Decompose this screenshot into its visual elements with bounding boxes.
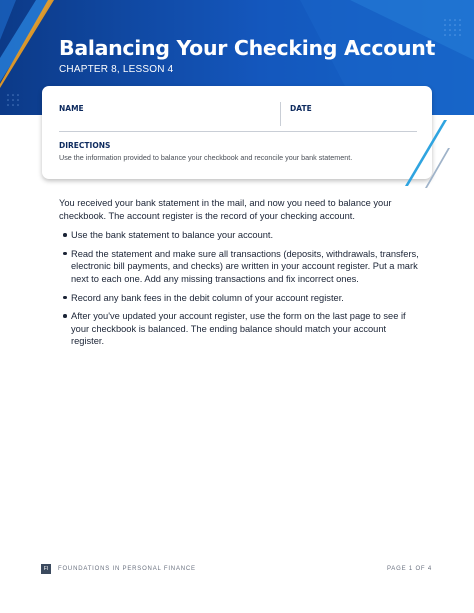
instructions-body — [59, 197, 419, 354]
list-item: Read the statement and make sure all transactions (deposits, withdrawals, transfers, electronic bill payments, and checks) are written in your account register. Put a mark next to each one. Add any missing transactions and fix incorrect ones. — [71, 248, 419, 284]
brand-logo-icon: FI — [41, 564, 51, 574]
directions-text: Use the information provided to balance your checkbook and reconcile your bank statement. — [59, 153, 353, 162]
page-number: PAGE 1 OF 4 — [386, 566, 432, 572]
field-divider — [280, 102, 281, 126]
list-item: Use the bank statement to balance your account. — [71, 229, 419, 242]
directions-label: DIRECTIONS — [59, 141, 111, 150]
footer-course-title: FOUNDATIONS IN PERSONAL FINANCE — [58, 566, 196, 572]
chapter-lesson-subtitle: CHAPTER 8, LESSON 4 — [59, 64, 174, 75]
intro-paragraph: You received your bank statement in the mail, and now you need to balance your checkbook. The account register is the record of your checking account. — [59, 198, 392, 221]
card-divider — [59, 131, 417, 132]
instructions-list — [59, 229, 419, 348]
date-label: DATE — [290, 104, 312, 113]
page-title: Balancing Your Checking Account — [59, 36, 436, 60]
student-info-card — [42, 86, 432, 179]
name-label: NAME — [59, 104, 84, 113]
list-item: After you've updated your account register, use the form on the last page to see if your checkbook is balanced. The ending balance should match your account register. — [71, 310, 419, 348]
list-item: Record any bank fees in the debit column of your account register. — [71, 292, 419, 305]
